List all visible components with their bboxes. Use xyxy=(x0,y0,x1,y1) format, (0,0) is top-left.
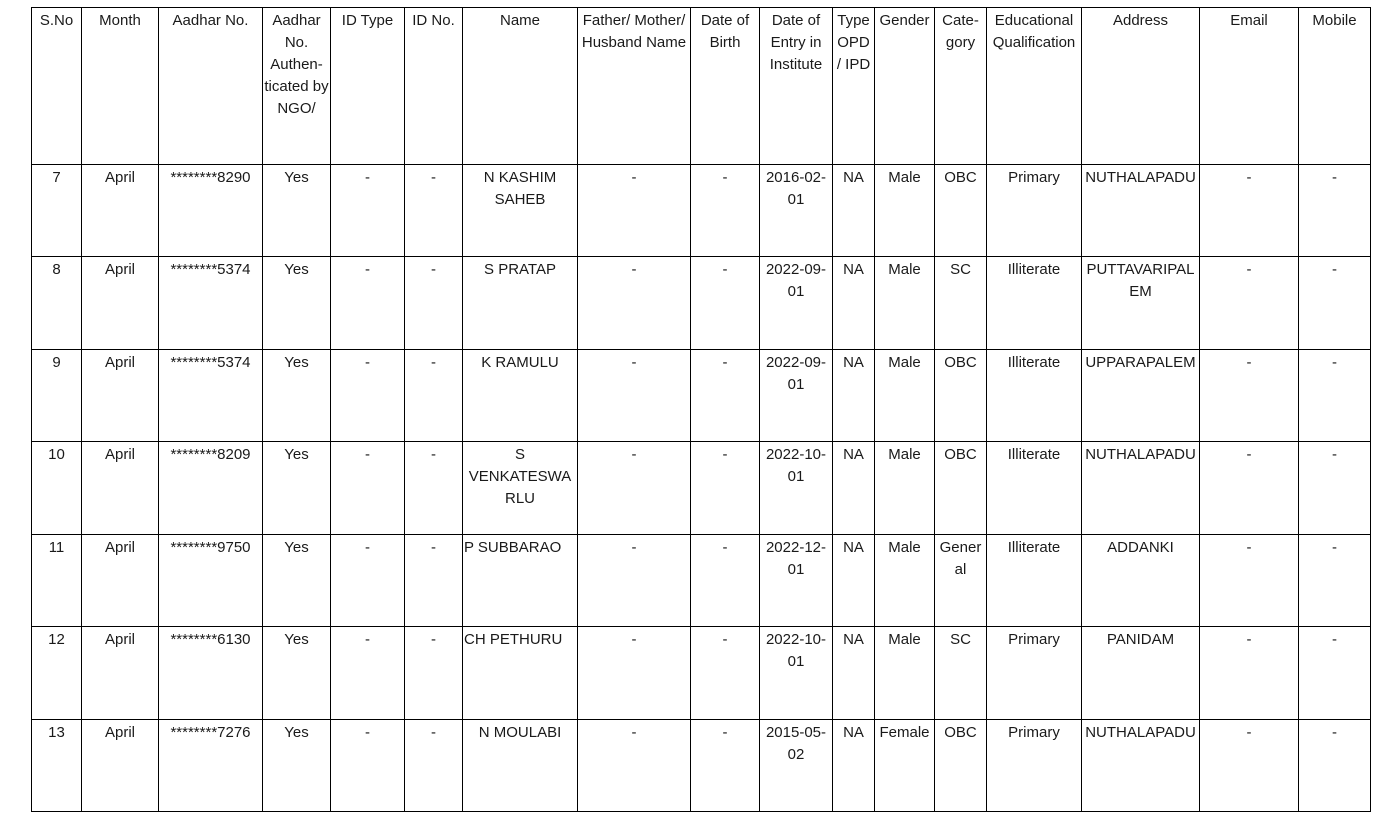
cell-sno: 10 xyxy=(32,442,82,535)
cell-education: Illiterate xyxy=(987,257,1082,350)
cell-id-no: - xyxy=(405,165,463,257)
col-header-sno: S.No xyxy=(32,8,82,165)
cell-address: NUTHALAPADU xyxy=(1082,720,1200,812)
cell-aadhar-no: ********8209 xyxy=(159,442,263,535)
cell-id-type: - xyxy=(331,350,405,442)
cell-category: OBC xyxy=(935,720,987,812)
col-header-mobile: Mobile xyxy=(1299,8,1371,165)
cell-sno: 13 xyxy=(32,720,82,812)
cell-month: April xyxy=(82,257,159,350)
cell-mobile: - xyxy=(1299,257,1371,350)
col-header-category: Cate-gory xyxy=(935,8,987,165)
cell-category: General xyxy=(935,535,987,627)
col-header-aadhar-authenticated: Aadhar No. Authen-ticated by NGO/ xyxy=(263,8,331,165)
col-header-gender: Gender xyxy=(875,8,935,165)
cell-id-type: - xyxy=(331,627,405,720)
cell-sno: 12 xyxy=(32,627,82,720)
cell-opd-ipd: NA xyxy=(833,442,875,535)
cell-name: CH PETHURU xyxy=(463,627,578,720)
cell-aadhar-no: ********7276 xyxy=(159,720,263,812)
cell-date-of-birth: - xyxy=(691,257,760,350)
cell-date-of-birth: - xyxy=(691,535,760,627)
cell-education: Primary xyxy=(987,627,1082,720)
cell-parent-name: - xyxy=(578,350,691,442)
cell-email: - xyxy=(1200,257,1299,350)
cell-name: P SUBBARAO xyxy=(463,535,578,627)
table-row xyxy=(32,442,1371,535)
cell-entry-date: 2016-02-01 xyxy=(760,165,833,257)
cell-sno: 8 xyxy=(32,257,82,350)
cell-month: April xyxy=(82,720,159,812)
cell-opd-ipd: NA xyxy=(833,720,875,812)
cell-month: April xyxy=(82,165,159,257)
cell-address: PANIDAM xyxy=(1082,627,1200,720)
cell-name: S PRATAP xyxy=(463,257,578,350)
cell-opd-ipd: NA xyxy=(833,535,875,627)
table-row xyxy=(32,257,1371,350)
cell-parent-name: - xyxy=(578,165,691,257)
cell-parent-name: - xyxy=(578,720,691,812)
cell-id-no: - xyxy=(405,720,463,812)
cell-date-of-birth: - xyxy=(691,627,760,720)
cell-entry-date: 2022-10-01 xyxy=(760,627,833,720)
cell-aadhar-no: ********5374 xyxy=(159,257,263,350)
cell-sno: 11 xyxy=(32,535,82,627)
cell-month: April xyxy=(82,442,159,535)
col-header-entry-date: Date of Entry in Institute xyxy=(760,8,833,165)
cell-aadhar-no: ********8290 xyxy=(159,165,263,257)
cell-entry-date: 2022-12-01 xyxy=(760,535,833,627)
cell-id-no: - xyxy=(405,535,463,627)
cell-opd-ipd: NA xyxy=(833,165,875,257)
cell-gender: Male xyxy=(875,627,935,720)
cell-parent-name: - xyxy=(578,257,691,350)
cell-email: - xyxy=(1200,627,1299,720)
cell-entry-date: 2015-05-02 xyxy=(760,720,833,812)
cell-gender: Female xyxy=(875,720,935,812)
col-header-id-type: ID Type xyxy=(331,8,405,165)
cell-category: SC xyxy=(935,627,987,720)
cell-opd-ipd: NA xyxy=(833,350,875,442)
table-row xyxy=(32,165,1371,257)
cell-date-of-birth: - xyxy=(691,720,760,812)
beneficiary-register-sheet xyxy=(31,7,1371,812)
col-header-parent-name: Father/ Mother/ Husband Name xyxy=(578,8,691,165)
cell-sno: 7 xyxy=(32,165,82,257)
cell-entry-date: 2022-10-01 xyxy=(760,442,833,535)
cell-authenticated: Yes xyxy=(263,165,331,257)
cell-mobile: - xyxy=(1299,535,1371,627)
cell-authenticated: Yes xyxy=(263,720,331,812)
cell-education: Primary xyxy=(987,165,1082,257)
cell-gender: Male xyxy=(875,442,935,535)
cell-parent-name: - xyxy=(578,535,691,627)
cell-email: - xyxy=(1200,535,1299,627)
cell-address: PUTTAVARIPALEM xyxy=(1082,257,1200,350)
cell-date-of-birth: - xyxy=(691,165,760,257)
cell-gender: Male xyxy=(875,350,935,442)
cell-gender: Male xyxy=(875,257,935,350)
cell-category: SC xyxy=(935,257,987,350)
col-header-aadhar-no: Aadhar No. xyxy=(159,8,263,165)
cell-name: N KASHIM SAHEB xyxy=(463,165,578,257)
col-header-education: Educational Qualification xyxy=(987,8,1082,165)
cell-entry-date: 2022-09-01 xyxy=(760,350,833,442)
header-row xyxy=(32,8,1371,165)
cell-email: - xyxy=(1200,165,1299,257)
cell-entry-date: 2022-09-01 xyxy=(760,257,833,350)
cell-authenticated: Yes xyxy=(263,257,331,350)
col-header-id-no: ID No. xyxy=(405,8,463,165)
cell-parent-name: - xyxy=(578,442,691,535)
cell-category: OBC xyxy=(935,350,987,442)
cell-authenticated: Yes xyxy=(263,442,331,535)
table-row xyxy=(32,535,1371,627)
cell-id-no: - xyxy=(405,350,463,442)
cell-authenticated: Yes xyxy=(263,535,331,627)
cell-aadhar-no: ********5374 xyxy=(159,350,263,442)
cell-authenticated: Yes xyxy=(263,350,331,442)
cell-address: UPPARAPALEM xyxy=(1082,350,1200,442)
cell-id-type: - xyxy=(331,165,405,257)
cell-education: Primary xyxy=(987,720,1082,812)
cell-id-no: - xyxy=(405,257,463,350)
cell-parent-name: - xyxy=(578,627,691,720)
cell-education: Illiterate xyxy=(987,535,1082,627)
cell-opd-ipd: NA xyxy=(833,627,875,720)
cell-name: N MOULABI xyxy=(463,720,578,812)
cell-education: Illiterate xyxy=(987,442,1082,535)
cell-month: April xyxy=(82,350,159,442)
cell-email: - xyxy=(1200,350,1299,442)
col-header-date-of-birth: Date of Birth xyxy=(691,8,760,165)
cell-date-of-birth: - xyxy=(691,350,760,442)
cell-authenticated: Yes xyxy=(263,627,331,720)
cell-id-no: - xyxy=(405,627,463,720)
table-row xyxy=(32,627,1371,720)
cell-mobile: - xyxy=(1299,442,1371,535)
col-header-opd-ipd: Type OPD / IPD xyxy=(833,8,875,165)
col-header-month: Month xyxy=(82,8,159,165)
beneficiary-table xyxy=(31,7,1371,812)
cell-mobile: - xyxy=(1299,720,1371,812)
cell-mobile: - xyxy=(1299,350,1371,442)
cell-address: NUTHALAPADU xyxy=(1082,442,1200,535)
col-header-email: Email xyxy=(1200,8,1299,165)
cell-category: OBC xyxy=(935,165,987,257)
cell-mobile: - xyxy=(1299,165,1371,257)
cell-email: - xyxy=(1200,720,1299,812)
cell-id-type: - xyxy=(331,720,405,812)
cell-sno: 9 xyxy=(32,350,82,442)
cell-opd-ipd: NA xyxy=(833,257,875,350)
cell-id-type: - xyxy=(331,257,405,350)
cell-category: OBC xyxy=(935,442,987,535)
col-header-name: Name xyxy=(463,8,578,165)
cell-education: Illiterate xyxy=(987,350,1082,442)
table-row xyxy=(32,720,1371,812)
cell-id-type: - xyxy=(331,442,405,535)
cell-aadhar-no: ********9750 xyxy=(159,535,263,627)
cell-gender: Male xyxy=(875,165,935,257)
cell-id-no: - xyxy=(405,442,463,535)
cell-name: S VENKATESWARLU xyxy=(463,442,578,535)
cell-name: K RAMULU xyxy=(463,350,578,442)
cell-id-type: - xyxy=(331,535,405,627)
cell-month: April xyxy=(82,535,159,627)
cell-date-of-birth: - xyxy=(691,442,760,535)
cell-gender: Male xyxy=(875,535,935,627)
table-row xyxy=(32,350,1371,442)
cell-month: April xyxy=(82,627,159,720)
cell-aadhar-no: ********6130 xyxy=(159,627,263,720)
cell-mobile: - xyxy=(1299,627,1371,720)
cell-email: - xyxy=(1200,442,1299,535)
cell-address: NUTHALAPADU xyxy=(1082,165,1200,257)
cell-address: ADDANKI xyxy=(1082,535,1200,627)
col-header-address: Address xyxy=(1082,8,1200,165)
